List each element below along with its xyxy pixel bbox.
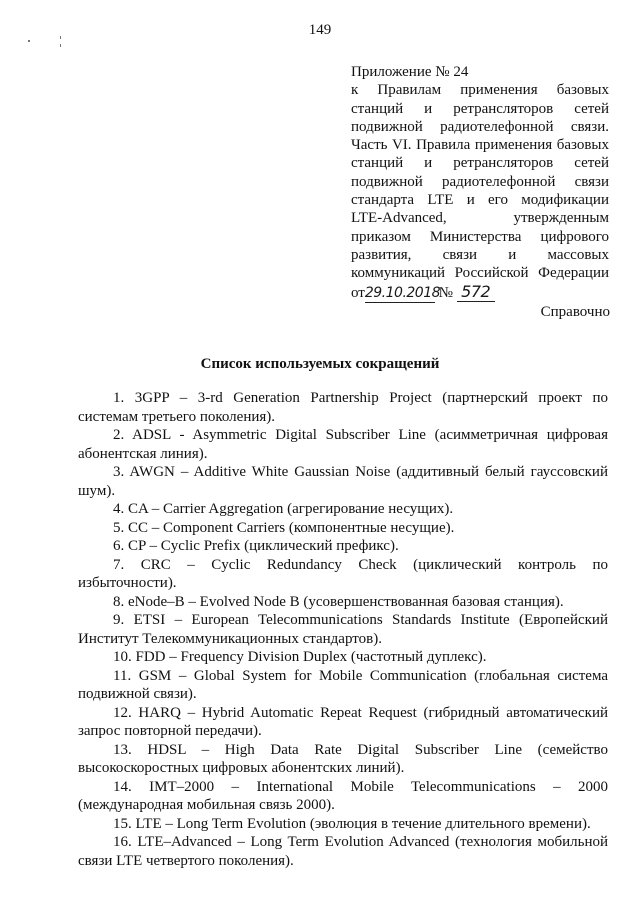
appendix-line: стандарта LTE и его модификации [351, 192, 609, 209]
list-item: 1. 3GPP – 3-rd Generation Partnership Project (партнерский проект по системам третьего поколения). [78, 390, 608, 425]
list-item: 15. LTE – Long Term Evolution (эволюция в течение длительного времени). [113, 815, 591, 832]
appendix-line: Часть VI. Правила применения базовых [351, 137, 609, 154]
list-item: 7. CRC – Cyclic Redundancy Check (циклический контроль по избыточности). [78, 556, 608, 591]
list-item: 6. CP – Cyclic Prefix (циклический префикс). [113, 538, 399, 554]
scan-artifact [28, 40, 30, 42]
list-item: 12. HARQ – Hybrid Automatic Repeat Request (гибридный автоматический запрос повторной передачи). [78, 704, 608, 739]
reference-label: Справочно [540, 304, 610, 320]
list-item: 5. CC – Component Carriers (компонентные несущие). [113, 519, 455, 536]
appendix-line: коммуникаций Российской Федерации [351, 265, 609, 282]
list-item: 16. LTE–Advanced – Long Term Evolution Advanced (технология мобильной связи LTE четвертого поколения). [78, 834, 608, 869]
appendix-line: станций и ретрансляторов сетей [351, 100, 609, 117]
order-number-label: № [438, 284, 453, 301]
appendix-line: приказом Министерства цифрового [351, 228, 609, 245]
appendix-line: подвижной радиотелефонной связи [351, 173, 609, 190]
list-item: 14. IMT–2000 – International Mobile Telecommunications – 2000 (международная мобильная связь 2000). [78, 778, 608, 813]
list-item: 13. HDSL – High Data Rate Digital Subscriber Line (семейство высокоскоростных цифровых абонентских линий). [78, 741, 608, 776]
scan-artifact [60, 44, 61, 47]
appendix-line: LTE-Advanced, утвержденным [351, 210, 609, 227]
appendix-line: подвижной радиотелефонной связи. [351, 118, 609, 135]
appendix-line: станций и ретрансляторов сетей [351, 155, 609, 172]
list-item: 10. FDD – Frequency Division Duplex (частотный дуплекс). [113, 649, 487, 665]
list-item: 11. GSM – Global System for Mobile Communication (глобальная система подвижной связи). [78, 667, 608, 702]
order-number-handwritten: 572 [457, 283, 495, 302]
appendix-header [351, 63, 609, 305]
appendix-line: развития, связи и массовых [351, 246, 609, 263]
scan-artifact [60, 36, 61, 39]
list-item: 3. AWGN – Additive White Gaussian Noise (аддитивный белый гауссовский шум). [78, 464, 608, 499]
list-item: 8. eNode–B – Evolved Node B (усовершенствованная базовая станция). [113, 593, 564, 610]
order-line [351, 283, 609, 305]
order-prefix: от [351, 284, 365, 301]
list-title: Список используемых сокращений [200, 356, 440, 372]
abbreviation-list [78, 389, 608, 870]
page-number: 149 [308, 22, 332, 38]
order-date-handwritten: 29.10.2018 [365, 284, 435, 303]
appendix-line: Приложение № 24 [351, 64, 469, 80]
appendix-line: к Правилам применения базовых [351, 82, 609, 99]
list-item: 9. ETSI – European Telecommunications Standards Institute (Европейский Институт Телекоммуникационных стандартов). [78, 612, 608, 647]
list-item: 2. ADSL - Asymmetric Digital Subscriber Line (асимметричная цифровая абонентская линия). [78, 427, 608, 462]
list-item: 4. CA – Carrier Aggregation (агрегирование несущих). [113, 501, 454, 517]
